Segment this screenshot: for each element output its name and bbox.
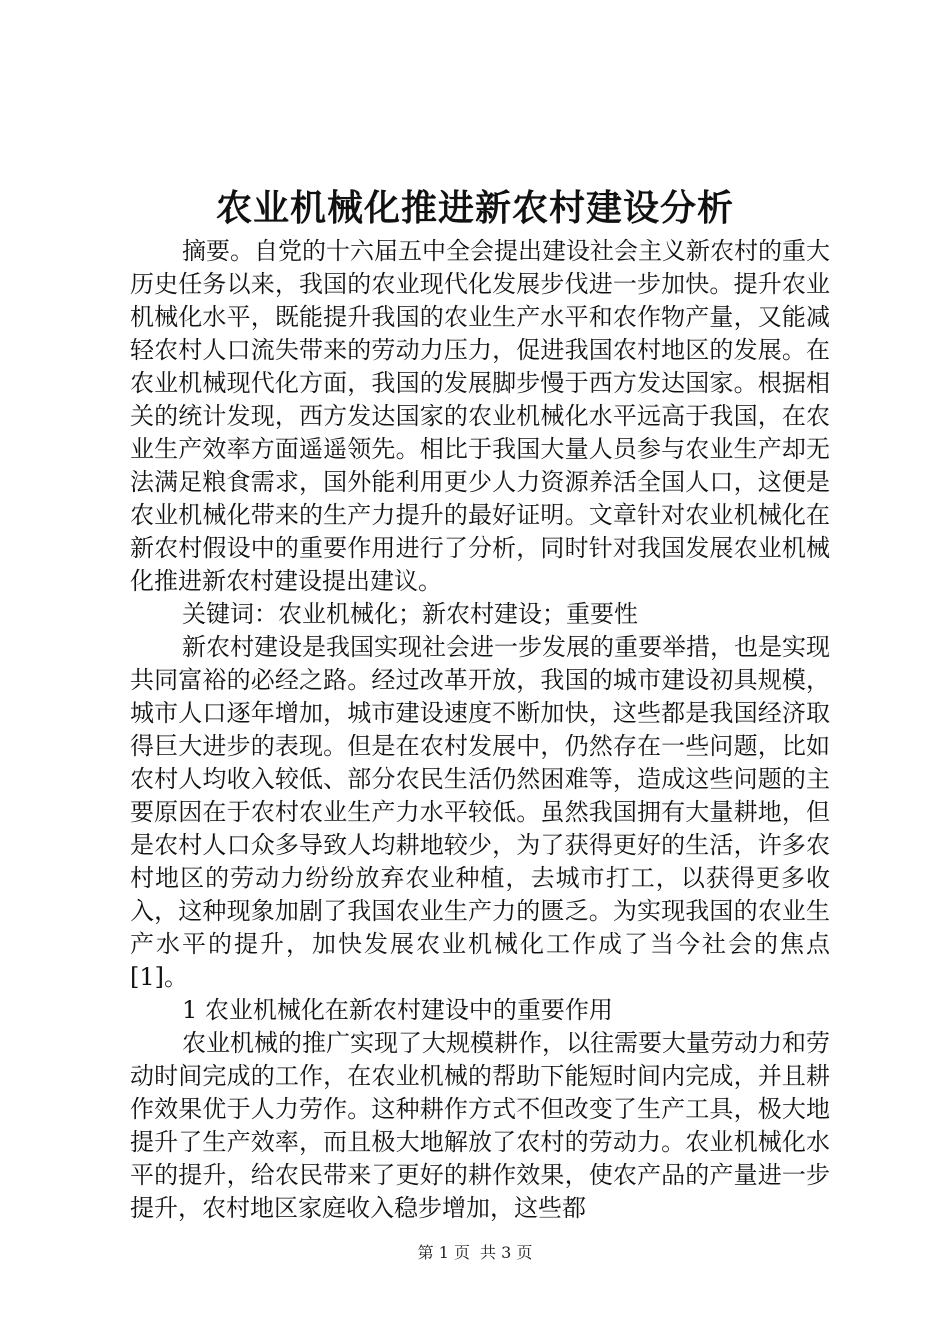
page-total: 共 3 页 (480, 1243, 533, 1262)
abstract-paragraph: 摘要。自党的十六届五中全会提出建设社会主义新农村的重大历史任务以来，我国的农业现代化发展步伐进一步加快。提升农业机械化水平，既能提升我国的农业生产水平和农作物产量，又能减轻农村人口流失带来的劳动力压力，促进我国农村地区的发展。在农业机械现代化方面，我国的发展脚步慢于西方发达国家。根据相关的统计发现，西方发达国家的农业机械化水平远高于我国，在农业生产效率方面遥遥领先。相比于我国大量人员参与农业生产却无法满足粮食需求，国外能利用更少人力资源养活全国人口，这便是农业机械化带来的生产力提升的最好证明。文章针对农业机械化在新农村假设中的重要作用进行了分析，同时针对我国发展农业机械化推进新农村建设提出建议。 (130, 237, 830, 595)
document-title: 农业机械化推进新农村建设分析 (215, 187, 734, 229)
document-body (130, 235, 830, 1225)
keywords-paragraph: 关键词：农业机械化；新农村建设；重要性 (182, 600, 638, 628)
section-heading: 1 农业机械化在新农村建设中的重要作用 (182, 996, 613, 1024)
intro-paragraph: 新农村建设是我国实现社会进一步发展的重要举措，也是实现共同富裕的必经之路。经过改革开放，我国的城市建设初具规模，城市人口逐年增加，城市建设速度不断加快，这些都是我国经济取得巨大进步的表现。但是在农村发展中，仍然存在一些问题，比如农村人均收入较低、部分农民生活仍然困难等，造成这些问题的主要原因在于农村农业生产力水平较低。虽然我国拥有大量耕地，但是农村人口众多导致人均耕地较少，为了获得更好的生活，许多农村地区的劳动力纷纷放弃农业种植，去城市打工，以获得更多收入，这种现象加剧了我国农业生产力的匮乏。为实现我国的农业生产水平的提升，加快发展农业机械化工作成了当今社会的焦点[1]。 (130, 633, 830, 991)
page-footer (0, 1242, 950, 1264)
section-paragraph: 农业机械的推广实现了大规模耕作，以往需要大量劳动力和劳动时间完成的工作，在农业机械的帮助下能短时间内完成，并且耕作效果优于人力劳作。这种耕作方式不但改变了生产工具，极大地提升了生产效率，而且极大地解放了农村的劳动力。农业机械化水平的提升，给农民带来了更好的耕作效果，使农产品的产量进一步提升，农村地区家庭收入稳步增加，这些都 (130, 1029, 830, 1222)
page-number: 第 1 页 (417, 1243, 470, 1262)
